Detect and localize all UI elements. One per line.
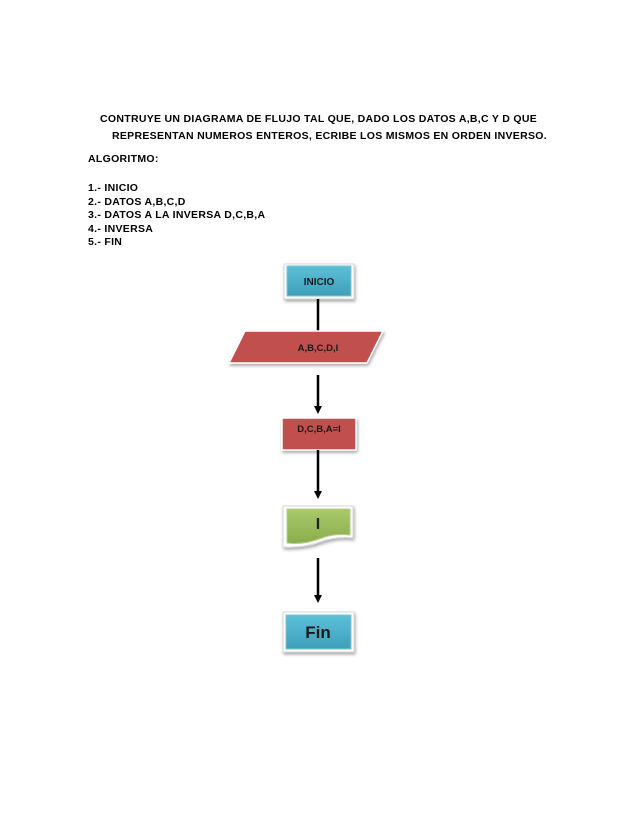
process-label: D,C,B,A=I: [297, 424, 341, 435]
step-4: 4.- INVERSA: [88, 222, 154, 235]
start-node: [284, 264, 354, 299]
end-label: Fin: [305, 623, 331, 642]
step-3: 3.- DATOS A LA INVERSA D,C,B,A: [88, 209, 266, 221]
output-label: I: [315, 516, 321, 533]
step-5: 5.- FIN: [88, 236, 123, 248]
step-1: 1.- INICIO: [88, 182, 139, 194]
algorithm-heading: ALGORITMO:: [88, 153, 159, 165]
input-node: [229, 331, 383, 363]
input-label: A,B,C,D,I: [297, 343, 339, 354]
title-line-2: REPRESENTAN NUMEROS ENTEROS, ECRIBE LOS MISMOS EN ORDEN INVERSO.: [112, 130, 547, 142]
start-label: INICIO: [303, 277, 335, 288]
title-line-1: CONTRUYE UN DIAGRAMA DE FLUJO TAL QUE, DADO LOS DATOS A,B,C Y D QUE: [100, 113, 538, 125]
process-node: [282, 418, 356, 450]
step-2: 2.- DATOS A,B,C,D: [88, 195, 186, 208]
end-node: [283, 612, 354, 652]
output-node: [283, 506, 353, 547]
